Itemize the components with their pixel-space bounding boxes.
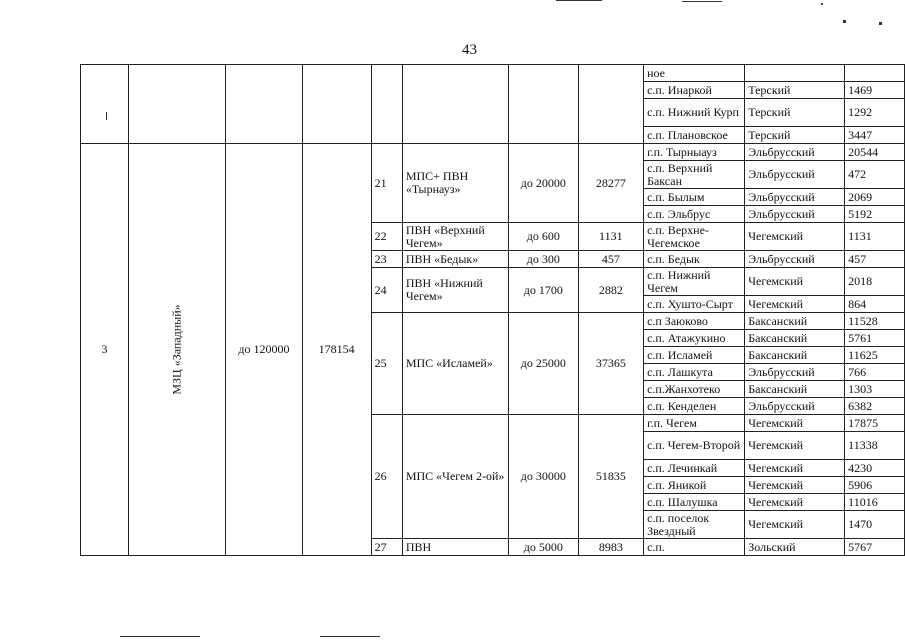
object-capacity-cell: до 30000 bbox=[509, 415, 579, 539]
blank-cell bbox=[371, 65, 402, 144]
scan-speck bbox=[843, 20, 846, 23]
object-name-cell: ПВН «Нижний Чегем» bbox=[402, 268, 508, 313]
scan-speck bbox=[106, 112, 107, 120]
zone-total-cell: 178154 bbox=[302, 144, 371, 556]
scan-speck bbox=[120, 636, 200, 637]
settlement-cell: г.п. Тырныауз bbox=[644, 144, 745, 161]
settlement-cell: г.п. Чегем bbox=[644, 415, 745, 432]
population-cell: 5192 bbox=[845, 206, 905, 223]
settlement-cell: с.п. Верхний Баксан bbox=[644, 161, 745, 189]
object-capacity-cell: до 20000 bbox=[509, 144, 579, 223]
population-cell bbox=[845, 65, 905, 82]
district-cell: Эльбрусский bbox=[745, 364, 845, 381]
population-cell: 472 bbox=[845, 161, 905, 189]
population-cell: 11625 bbox=[845, 347, 905, 364]
population-cell: 864 bbox=[845, 296, 905, 313]
settlement-cell: с.п.Жанхотеко bbox=[644, 381, 745, 398]
object-name-cell: МПС «Чегем 2-ой» bbox=[402, 415, 508, 539]
object-name-cell: ПВН «Верхний Чегем» bbox=[402, 223, 508, 251]
settlement-cell: с.п. Шалушка bbox=[644, 494, 745, 511]
district-cell: Эльбрусский bbox=[745, 398, 845, 415]
object-population-cell: 1131 bbox=[578, 223, 643, 251]
distribution-table bbox=[80, 64, 905, 556]
object-population-cell: 51835 bbox=[578, 415, 643, 539]
population-cell: 17875 bbox=[845, 415, 905, 432]
settlement-cell: с.п. Кенделен bbox=[644, 398, 745, 415]
settlement-cell: с.п. Хушто-Сырт bbox=[644, 296, 745, 313]
object-number-cell: 26 bbox=[371, 415, 402, 539]
settlement-cell: с.п. Верхне-Чегемское bbox=[644, 223, 745, 251]
object-capacity-cell: до 600 bbox=[509, 223, 579, 251]
table-row bbox=[81, 144, 905, 161]
district-cell: Баксанский bbox=[745, 381, 845, 398]
district-cell: Чегемский bbox=[745, 494, 845, 511]
settlement-cell: с.п. Бедык bbox=[644, 251, 745, 268]
district-cell: Эльбрусский bbox=[745, 161, 845, 189]
settlement-cell: с.п. Исламей bbox=[644, 347, 745, 364]
district-cell: Терский bbox=[745, 127, 845, 144]
population-cell: 11338 bbox=[845, 432, 905, 460]
object-number-cell: 21 bbox=[371, 144, 402, 223]
settlement-cell: с.п. Лечинкай bbox=[644, 460, 745, 477]
object-capacity-cell: до 25000 bbox=[509, 313, 579, 415]
settlement-cell: с.п. Нижний Чегем bbox=[644, 268, 745, 296]
district-cell: Чегемский bbox=[745, 432, 845, 460]
population-cell: 766 bbox=[845, 364, 905, 381]
population-cell: 11528 bbox=[845, 313, 905, 330]
page-number: 43 bbox=[462, 42, 477, 58]
object-population-cell: 8983 bbox=[578, 539, 643, 556]
table-row bbox=[81, 65, 905, 82]
object-number-cell: 22 bbox=[371, 223, 402, 251]
district-cell: Чегемский bbox=[745, 223, 845, 251]
population-cell: 5906 bbox=[845, 477, 905, 494]
district-cell: Эльбрусский bbox=[745, 189, 845, 206]
settlement-cell: ное bbox=[644, 65, 745, 82]
blank-cell bbox=[81, 65, 129, 144]
population-cell: 457 bbox=[845, 251, 905, 268]
object-name-cell: МПС «Исламей» bbox=[402, 313, 508, 415]
scan-speck bbox=[821, 3, 823, 5]
scan-speck bbox=[682, 1, 722, 2]
settlement-cell: с.п. Плановское bbox=[644, 127, 745, 144]
population-cell: 1303 bbox=[845, 381, 905, 398]
settlement-cell: с.п. Нижний Курп bbox=[644, 99, 745, 127]
settlement-cell: с.п. Былым bbox=[644, 189, 745, 206]
zone-name-cell bbox=[128, 144, 225, 556]
blank-cell bbox=[302, 65, 371, 144]
object-population-cell: 37365 bbox=[578, 313, 643, 415]
zone-name: МЗЦ «Западный» bbox=[169, 304, 184, 395]
object-capacity-cell: до 5000 bbox=[509, 539, 579, 556]
object-population-cell: 28277 bbox=[578, 144, 643, 223]
district-cell: Баксанский bbox=[745, 330, 845, 347]
object-number-cell: 25 bbox=[371, 313, 402, 415]
settlement-cell: с.п. Инаркой bbox=[644, 82, 745, 99]
object-number-cell: 27 bbox=[371, 539, 402, 556]
settlement-cell: с.п. Атажукино bbox=[644, 330, 745, 347]
district-cell: Чегемский bbox=[745, 415, 845, 432]
object-name-cell: МПС+ ПВН «Тырнауз» bbox=[402, 144, 508, 223]
settlement-cell: с.п. Яникой bbox=[644, 477, 745, 494]
population-cell: 20544 bbox=[845, 144, 905, 161]
settlement-cell: с.п Заюково bbox=[644, 313, 745, 330]
object-population-cell: 457 bbox=[578, 251, 643, 268]
district-cell: Терский bbox=[745, 82, 845, 99]
object-population-cell: 2882 bbox=[578, 268, 643, 313]
population-cell: 2018 bbox=[845, 268, 905, 296]
settlement-cell: с.п. Чегем-Второй bbox=[644, 432, 745, 460]
settlement-cell: с.п. Эльбрус bbox=[644, 206, 745, 223]
scan-speck bbox=[879, 22, 882, 25]
district-cell: Чегемский bbox=[745, 296, 845, 313]
blank-cell bbox=[402, 65, 508, 144]
settlement-cell: с.п. поселок Звездный bbox=[644, 511, 745, 539]
district-cell: Баксанский bbox=[745, 313, 845, 330]
district-cell: Чегемский bbox=[745, 477, 845, 494]
population-cell: 11016 bbox=[845, 494, 905, 511]
object-capacity-cell: до 1700 bbox=[509, 268, 579, 313]
district-cell: Эльбрусский bbox=[745, 144, 845, 161]
object-capacity-cell: до 300 bbox=[509, 251, 579, 268]
settlement-cell: с.п. Лашкута bbox=[644, 364, 745, 381]
population-cell: 1470 bbox=[845, 511, 905, 539]
object-name-cell: ПВН bbox=[402, 539, 508, 556]
population-cell: 5761 bbox=[845, 330, 905, 347]
district-cell: Эльбрусский bbox=[745, 251, 845, 268]
population-cell: 3447 bbox=[845, 127, 905, 144]
blank-cell bbox=[578, 65, 643, 144]
population-cell: 5767 bbox=[845, 539, 905, 556]
district-cell: Баксанский bbox=[745, 347, 845, 364]
object-number-cell: 24 bbox=[371, 268, 402, 313]
zone-number-cell: 3 bbox=[81, 144, 129, 556]
blank-cell bbox=[128, 65, 225, 144]
settlement-cell: с.п. bbox=[644, 539, 745, 556]
district-cell: Чегемский bbox=[745, 511, 845, 539]
population-cell: 1469 bbox=[845, 82, 905, 99]
scan-speck bbox=[556, 0, 602, 1]
object-name-cell: ПВН «Бедык» bbox=[402, 251, 508, 268]
scan-speck bbox=[320, 636, 380, 637]
population-cell: 6382 bbox=[845, 398, 905, 415]
object-number-cell: 23 bbox=[371, 251, 402, 268]
blank-cell bbox=[226, 65, 302, 144]
population-cell: 4230 bbox=[845, 460, 905, 477]
district-cell: Зольский bbox=[745, 539, 845, 556]
population-cell: 2069 bbox=[845, 189, 905, 206]
district-cell: Чегемский bbox=[745, 460, 845, 477]
district-cell: Эльбрусский bbox=[745, 206, 845, 223]
district-cell bbox=[745, 65, 845, 82]
population-cell: 1292 bbox=[845, 99, 905, 127]
blank-cell bbox=[509, 65, 579, 144]
district-cell: Чегемский bbox=[745, 268, 845, 296]
population-cell: 1131 bbox=[845, 223, 905, 251]
district-cell: Терский bbox=[745, 99, 845, 127]
zone-capacity-cell: до 120000 bbox=[226, 144, 302, 556]
